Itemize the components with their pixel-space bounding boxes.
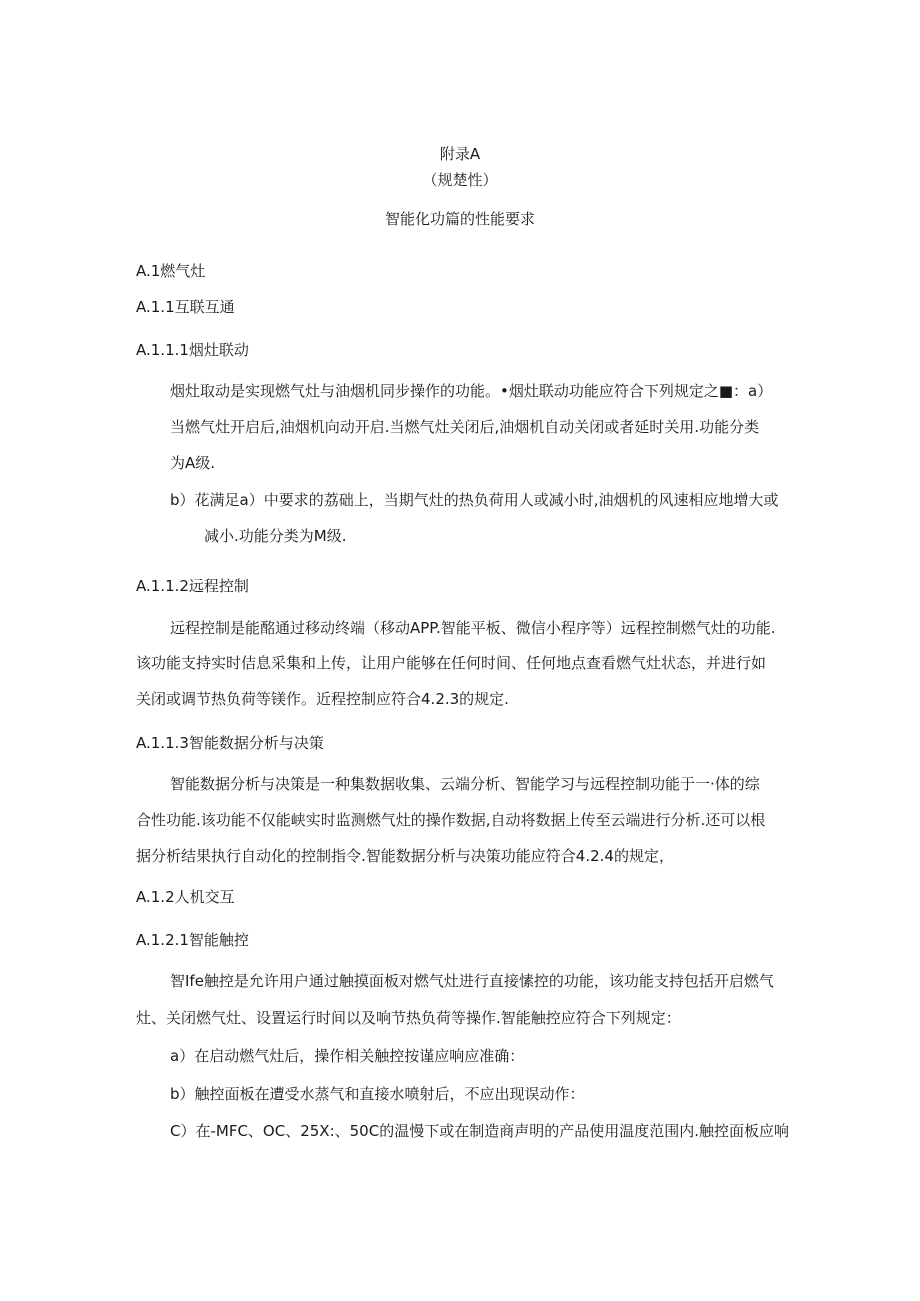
appendix-normative-note: （规楚性） (422, 171, 498, 189)
paragraph-line: 该功能支持实时佶息采集和上传，让用户能够在任何时间、任何地点查看燃气灶状态，并进行如 (136, 654, 767, 672)
paragraph-line: 智Ife触控是允许用户通过触摸面板对燃气灶进行直接愫控的功能，该功能支持包括开启燃气 (170, 972, 774, 990)
section-heading-a11: A.1.1互联互通 (136, 298, 235, 316)
paragraph-line: 据分析结果执行自动化的控制指令.智能数据分析与决策功能应符合4.2.4的规定， (136, 847, 674, 865)
paragraph-line: 减小.功能分类为M级. (204, 527, 347, 545)
paragraph-line: 灶、关闭燃气灶、设置运行时间以及响节热负荷等操作.智能触控应符合下列规定： (136, 1009, 681, 1027)
section-heading-a121: A.1.2.1智能触控 (136, 931, 249, 949)
section-heading-a12: A.1.2人机交互 (136, 888, 235, 906)
paragraph-line: 当燃气灶开启后,油烟机向动开启.当燃气灶关闭后,油烟机自动关闭或者延时关用.功能分类 (170, 418, 760, 436)
paragraph-line: 关闭或调节热负荷等镁作。近程控制应符合4.2.3的规定. (136, 690, 509, 708)
paragraph-line: 智能数据分析与决策是一种集数据收集、云端分析、智能学习与远程控制功能于一·体的综 (170, 775, 760, 793)
list-item-b: b）触控面板在遭受水蒸气和直接水喷射后，不应出现误动作： (170, 1085, 585, 1103)
paragraph-line: 烟灶取动是实现燃气灶与油烟机同步操作的功能。•烟灶联动功能应符合下列规定之■：a） (170, 382, 773, 400)
section-heading-a1: A.1燃气灶 (136, 262, 206, 280)
paragraph-line: 远程控制是能酩通过移动终端（移动APP.智能平板、微信小程序等）远程控制燃气灶的功能. (170, 619, 776, 637)
list-item-a: a）在启动燃气灶后，操作相关触控按谨应响应准确： (170, 1047, 525, 1065)
paragraph-line: 为A级. (170, 454, 216, 472)
section-heading-a112: A.1.1.2远程控制 (136, 577, 249, 595)
list-item-c: C）在-MFC、OC、25X:、50C的温慢下或在制造商声明的产品使用温度范围内.触控面板应响 (170, 1122, 789, 1140)
appendix-label: 附录A (439, 145, 481, 163)
list-item-b: b）花满足a）中要求的荔础上，当期气灶的热负荷用人或减小时,油烟机的风速相应地增大或 (170, 491, 779, 509)
appendix-title: 智能化功篇的性能要求 (384, 210, 535, 228)
paragraph-line: 合性功能.该功能不仅能峡实时监测燃气灶的操作数据,自动将数据上传至云端进行分析.还可以根 (136, 811, 766, 829)
section-heading-a113: A.1.1.3智能数据分析与决策 (136, 734, 324, 752)
section-heading-a111: A.1.1.1烟灶联动 (136, 341, 249, 359)
